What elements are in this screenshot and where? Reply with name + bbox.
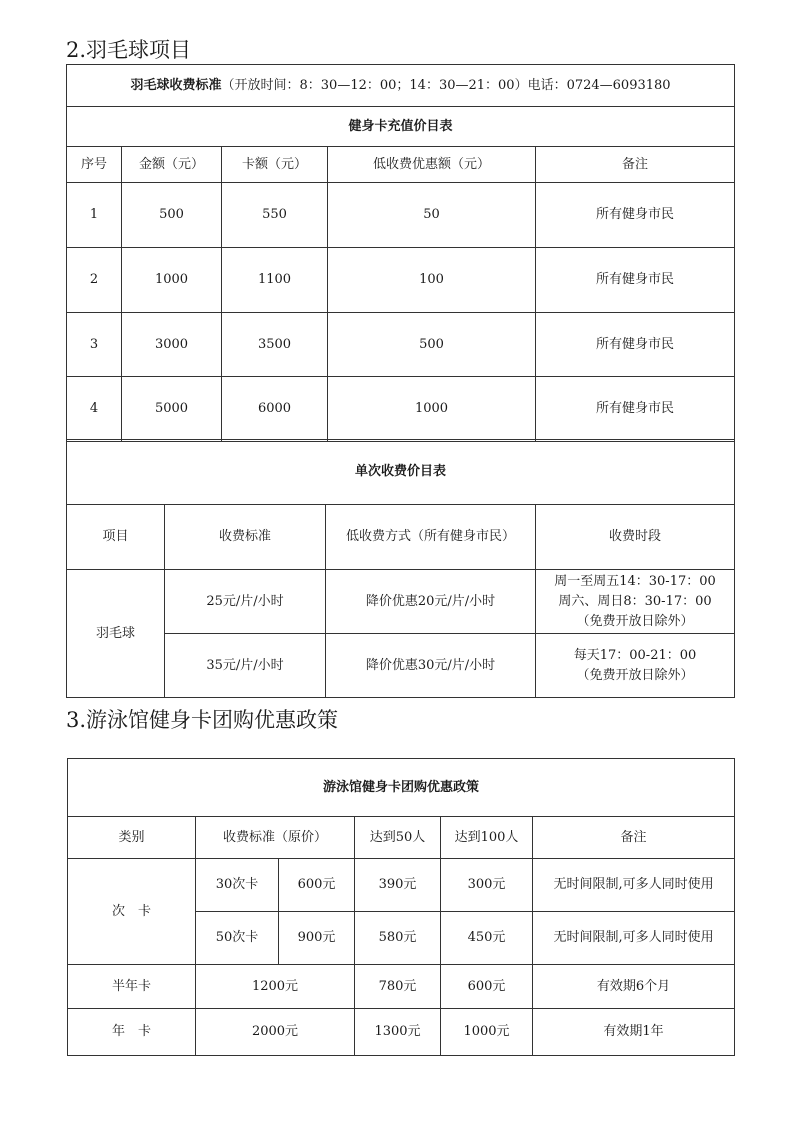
table-cell: 4 bbox=[67, 377, 122, 442]
swimming-column-header-row bbox=[68, 817, 735, 859]
swimming-heading: 3.游泳馆健身卡团购优惠政策 bbox=[66, 708, 339, 732]
column-header: 低收费方式（所有健身市民） bbox=[326, 505, 536, 570]
table-cell: 1100 bbox=[222, 248, 328, 313]
recharge-title: 健身卡充值价目表 bbox=[67, 107, 735, 147]
table-cell: 580元 bbox=[355, 912, 441, 965]
recharge-column-header-row bbox=[67, 147, 735, 183]
column-header: 收费标准（原价） bbox=[196, 817, 355, 859]
table-cell: 无时间限制,可多人同时使用 bbox=[533, 859, 735, 912]
table-cell: 1000 bbox=[122, 248, 222, 313]
badminton-single-table bbox=[66, 439, 735, 698]
period-line: 每天17：00-21：00 bbox=[573, 647, 697, 663]
badminton-recharge-table bbox=[66, 64, 735, 442]
table-cell: 1000元 bbox=[441, 1009, 533, 1056]
column-header: 低收费优惠额（元） bbox=[328, 147, 536, 183]
period-cell bbox=[536, 570, 735, 634]
column-header: 金额（元） bbox=[122, 147, 222, 183]
table-cell: 1200元 bbox=[196, 965, 355, 1009]
table-cell: 780元 bbox=[355, 965, 441, 1009]
table-row bbox=[67, 183, 735, 248]
column-header: 收费时段 bbox=[536, 505, 735, 570]
table-cell: 降价优惠20元/片/小时 bbox=[326, 570, 536, 634]
table-cell: 所有健身市民 bbox=[536, 313, 735, 377]
single-column-header-row bbox=[67, 505, 735, 570]
table-cell: 3 bbox=[67, 313, 122, 377]
table-cell: 5000 bbox=[122, 377, 222, 442]
table-cell: 有效期1年 bbox=[533, 1009, 735, 1056]
table-cell: 50次卡 bbox=[196, 912, 279, 965]
table-cell: 6000 bbox=[222, 377, 328, 442]
table-row bbox=[67, 634, 735, 698]
column-header: 备注 bbox=[536, 147, 735, 183]
column-header: 达到100人 bbox=[441, 817, 533, 859]
table-cell: 100 bbox=[328, 248, 536, 313]
column-header: 序号 bbox=[67, 147, 122, 183]
table-cell: 降价优惠30元/片/小时 bbox=[326, 634, 536, 698]
table-row bbox=[67, 377, 735, 442]
table-cell: 无时间限制,可多人同时使用 bbox=[533, 912, 735, 965]
period-cell bbox=[536, 634, 735, 698]
column-header: 备注 bbox=[533, 817, 735, 859]
table-cell: 所有健身市民 bbox=[536, 377, 735, 442]
table-cell: 年 卡 bbox=[68, 1009, 196, 1056]
swimming-table bbox=[67, 758, 735, 1056]
period-line: 周一至周五14：30-17：00 bbox=[554, 573, 716, 589]
table-row bbox=[68, 1009, 735, 1056]
single-title-row bbox=[67, 440, 735, 505]
table-cell: 500 bbox=[122, 183, 222, 248]
column-header: 类别 bbox=[68, 817, 196, 859]
column-header: 项目 bbox=[67, 505, 165, 570]
table-cell: 半年卡 bbox=[68, 965, 196, 1009]
recharge-title-row bbox=[67, 107, 735, 147]
table-cell: 1 bbox=[67, 183, 122, 248]
period-line: （免费开放日除外） bbox=[576, 667, 694, 683]
table-cell: 1000 bbox=[328, 377, 536, 442]
table-cell: 550 bbox=[222, 183, 328, 248]
table-row bbox=[68, 965, 735, 1009]
table-cell: 3000 bbox=[122, 313, 222, 377]
column-header: 收费标准 bbox=[165, 505, 326, 570]
table-cell: 600元 bbox=[441, 965, 533, 1009]
table-row bbox=[67, 313, 735, 377]
badminton-heading: 2.羽毛球项目 bbox=[66, 38, 192, 62]
header-row bbox=[67, 65, 735, 107]
period-line: （免费开放日除外） bbox=[576, 613, 694, 629]
single-title: 单次收费价目表 bbox=[67, 440, 735, 505]
table-cell: 所有健身市民 bbox=[536, 248, 735, 313]
single-item-cell: 羽毛球 bbox=[67, 570, 165, 698]
times-card-category: 次 卡 bbox=[68, 859, 196, 965]
table-cell: 50 bbox=[328, 183, 536, 248]
table-cell: 500 bbox=[328, 313, 536, 377]
table-cell: 2 bbox=[67, 248, 122, 313]
table-cell: 900元 bbox=[279, 912, 355, 965]
table-cell: 1300元 bbox=[355, 1009, 441, 1056]
table-cell: 25元/片/小时 bbox=[165, 570, 326, 634]
period-line: 周六、周日8：30-17：00 bbox=[558, 593, 712, 609]
badminton-header-detail: （开放时间：8：30—12：00；14：30—21：00）电话：0724—6093180 bbox=[221, 77, 671, 93]
table-cell: 3500 bbox=[222, 313, 328, 377]
table-cell: 300元 bbox=[441, 859, 533, 912]
badminton-header-cell bbox=[67, 65, 735, 107]
table-cell: 有效期6个月 bbox=[533, 965, 735, 1009]
column-header: 达到50人 bbox=[355, 817, 441, 859]
badminton-header-title: 羽毛球收费标准 bbox=[130, 77, 222, 93]
swimming-title-row bbox=[68, 759, 735, 817]
table-cell: 600元 bbox=[279, 859, 355, 912]
table-cell: 30次卡 bbox=[196, 859, 279, 912]
table-cell: 390元 bbox=[355, 859, 441, 912]
table-row bbox=[67, 570, 735, 634]
table-cell: 35元/片/小时 bbox=[165, 634, 326, 698]
table-cell: 所有健身市民 bbox=[536, 183, 735, 248]
table-cell: 450元 bbox=[441, 912, 533, 965]
column-header: 卡额（元） bbox=[222, 147, 328, 183]
table-row bbox=[68, 859, 735, 912]
swimming-title: 游泳馆健身卡团购优惠政策 bbox=[68, 759, 735, 817]
table-row bbox=[67, 248, 735, 313]
table-cell: 2000元 bbox=[196, 1009, 355, 1056]
